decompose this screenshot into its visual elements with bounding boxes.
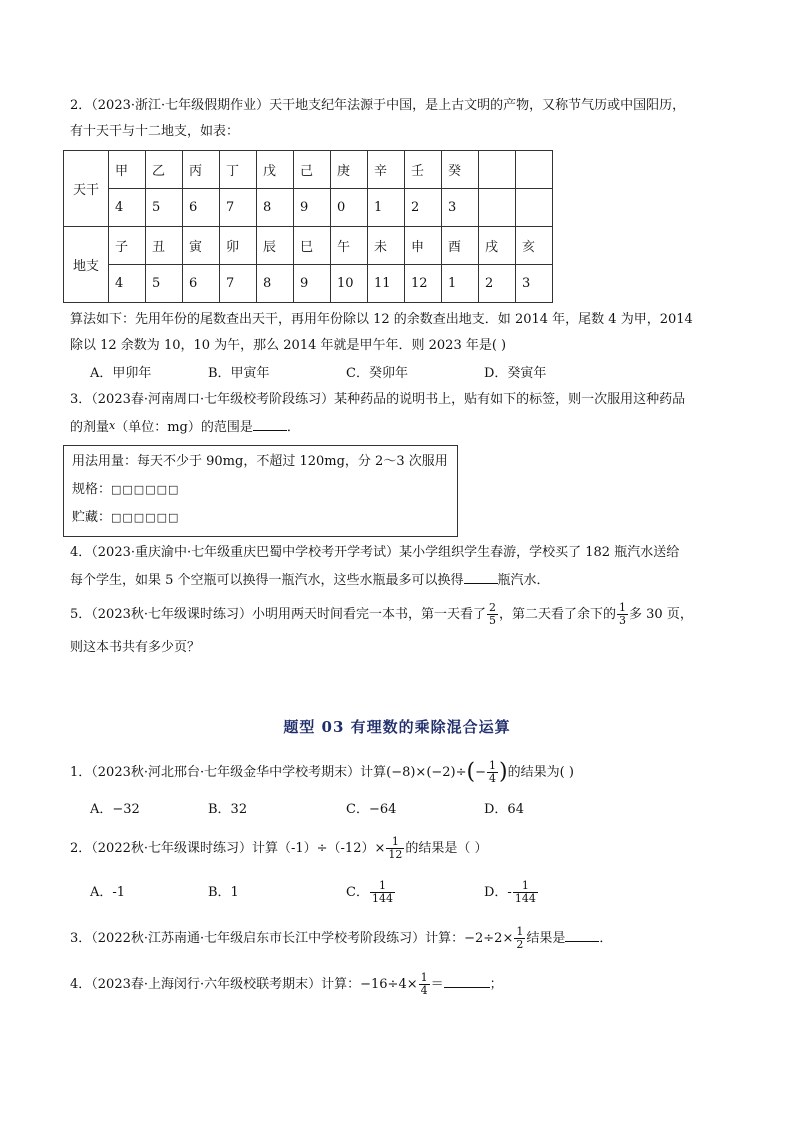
q2-line1: 2．（2023·浙江·七年级假期作业）天干地支纪年法源于中国，是上古文明的产物，又称节气历或中国阳历，: [70, 98, 686, 113]
s1-option-c[interactable]: C．−64: [346, 802, 397, 817]
s4-line: [70, 972, 503, 997]
s1-option-d[interactable]: D．64: [484, 802, 524, 817]
dizhi-num: 11: [368, 265, 405, 303]
s3-answer-blank[interactable]: [565, 927, 599, 942]
s2-option-c[interactable]: [346, 880, 484, 905]
dizhi-char: 午: [331, 227, 368, 265]
tiangan-num: 3: [442, 189, 479, 227]
s3-f-den: 2: [516, 938, 524, 951]
s3-text-pre: 3．（2022秋·江苏南通·七年级启东市长江中学校考阶段练习）计算：−2÷2×: [70, 931, 514, 946]
tiangan-char: 甲: [109, 151, 146, 189]
tiangan-num: 1: [368, 189, 405, 227]
tiangan-label: 天干: [64, 151, 109, 227]
q3-line1: 3．（2023春·河南周口·七年级校考阶段练习）某种药品的说明书上，贴有如下的标签，则一次服用这种药品: [70, 392, 686, 407]
medicine-label-box: [63, 445, 458, 537]
tiangan-num: 4: [109, 189, 146, 227]
tiangan-char: 丁: [220, 151, 257, 189]
q5-text-mid: ，第二天看了余下的: [499, 607, 617, 622]
s2-options: [90, 880, 539, 905]
dizhi-char: 丑: [146, 227, 183, 265]
tiangan-num: 7: [220, 189, 257, 227]
q2-option-c[interactable]: C．癸卯年: [346, 366, 408, 381]
s1-line: [70, 760, 574, 785]
s2-option-a[interactable]: A．-1: [90, 885, 126, 900]
s3-line: [70, 926, 612, 951]
s2-option-c-fraction: [370, 880, 395, 905]
s2-line: [70, 836, 488, 861]
q5-line2: 则这本书共有多少页？: [70, 640, 201, 655]
tiangan-char: 丙: [183, 151, 220, 189]
s3-text-post: 结果是: [526, 931, 566, 946]
s2-opt-d-num: 1: [513, 880, 538, 893]
q2-options: [90, 364, 546, 384]
s1-expression: (−8)×(−2)÷: [386, 765, 467, 780]
dizhi-num: 4: [109, 265, 146, 303]
label-spec-row: [72, 480, 179, 500]
ganzhi-table: [63, 150, 553, 303]
s4-f-den: 4: [420, 984, 428, 997]
q5-text-post: 多 30 页，: [629, 607, 693, 622]
q2-algo-line2: 除以 12 余数为 10，10 为午，那么 2014 年就是甲午年．则 2023 年是( ): [70, 338, 507, 353]
dizhi-num: 1: [442, 265, 479, 303]
tiangan-char: 乙: [146, 151, 183, 189]
q5-text-pre: 5．（2023秋·七年级课时练习）小明用两天时间看完一本书，第一天看了: [70, 607, 486, 622]
q3-text-pre: 的剂量: [70, 420, 110, 435]
label-store-row: [72, 508, 179, 528]
q2-option-d[interactable]: D．癸寅年: [484, 366, 547, 381]
s2-opt-d-den: 144: [514, 892, 536, 905]
tiangan-num: 8: [257, 189, 294, 227]
q5-fraction-1: [487, 602, 498, 627]
tiangan-char: 己: [294, 151, 331, 189]
s3-text-end: ．: [599, 931, 613, 946]
dizhi-char: 戌: [479, 227, 516, 265]
label-store: 贮藏：: [72, 510, 112, 525]
label-usage: 用法用量：每天不少于 90mg，不超过 120mg，分 2～3 次服用: [72, 454, 448, 469]
tiangan-char: 壬: [405, 151, 442, 189]
label-spec: 规格：: [72, 482, 112, 497]
s2-option-d-label: D．-: [484, 885, 512, 900]
q4-text-post: 瓶汽水．: [497, 573, 550, 588]
s4-answer-blank[interactable]: [444, 973, 490, 988]
q4-line2: [70, 569, 550, 591]
dizhi-num: 5: [146, 265, 183, 303]
s1-paren-open: (: [466, 759, 476, 785]
q5-f1-den: 5: [489, 614, 496, 627]
tiangan-char: 辛: [368, 151, 405, 189]
tiangan-char: [516, 151, 553, 189]
s2-f-num: 1: [386, 836, 404, 849]
s2-option-d[interactable]: [484, 880, 539, 905]
q5-fraction-2: [617, 602, 628, 627]
s1-f-num: 1: [489, 759, 497, 772]
s1-option-b[interactable]: B．32: [208, 802, 248, 817]
q5-f2-num: 1: [619, 601, 627, 614]
q2-option-a[interactable]: A．甲卯年: [90, 366, 152, 381]
s1-paren-close: ): [499, 759, 508, 785]
q4-answer-blank[interactable]: [464, 569, 498, 584]
s2-opt-c-num: 1: [370, 880, 395, 893]
q2-option-b[interactable]: B．甲寅年: [208, 366, 270, 381]
q5-line1: [70, 602, 693, 627]
tiangan-char: 戊: [257, 151, 294, 189]
q4-line1: 4．（2023·重庆渝中·七年级重庆巴蜀中学校考开学考试）某小学组织学生春游，学校买了 182 瓶汽水送给: [70, 545, 680, 560]
s1-f-den: 4: [489, 772, 497, 785]
dizhi-num: 8: [257, 265, 294, 303]
dizhi-num: 9: [294, 265, 331, 303]
s2-opt-c-den: 144: [371, 892, 393, 905]
s2-option-d-fraction: [513, 880, 538, 905]
s2-option-b[interactable]: B．1: [208, 885, 239, 900]
s1-options: [90, 800, 524, 820]
dizhi-num: 6: [183, 265, 220, 303]
q3-line2: [70, 416, 300, 438]
q2-algo-line1: 算法如下：先用年份的尾数查出天干，再用年份除以 12 的余数查出地支．如 2014 年，尾数 4 为甲，2014: [70, 312, 693, 327]
q2-line2: 有十天干与十二地支，如表：: [70, 124, 240, 139]
tiangan-char: 癸: [442, 151, 479, 189]
s1-fraction: [487, 760, 498, 785]
dizhi-char: 子: [109, 227, 146, 265]
q3-variable: x: [109, 419, 116, 432]
s2-fraction: [386, 836, 404, 861]
tiangan-num: 6: [183, 189, 220, 227]
q5-f2-den: 3: [619, 614, 627, 627]
s1-text-pre: 1．（2023秋·河北邢台·七年级金华中学校考期末）计算: [70, 765, 387, 780]
s2-f-den: 12: [388, 848, 403, 861]
tiangan-num: [516, 189, 553, 227]
dizhi-label: 地支: [64, 227, 109, 303]
q3-text-end: ．: [286, 420, 300, 435]
tiangan-char: 庚: [331, 151, 368, 189]
tiangan-num: 2: [405, 189, 442, 227]
dizhi-char: 巳: [294, 227, 331, 265]
s3-f-num: 1: [516, 925, 524, 938]
tiangan-num: 9: [294, 189, 331, 227]
s2-option-c-label: C．: [346, 885, 369, 900]
s1-neg-sign: −: [475, 765, 487, 780]
q5-f1-num: 2: [489, 601, 496, 614]
tiangan-char: [479, 151, 516, 189]
s1-text-post: 的结果为( ): [507, 765, 574, 780]
q3-answer-blank[interactable]: [253, 416, 287, 431]
dizhi-char: 酉: [442, 227, 479, 265]
label-store-squares: □□□□□□: [111, 511, 180, 524]
label-spec-squares: □□□□□□: [111, 483, 180, 496]
dizhi-num: 3: [516, 265, 553, 303]
s2-text-pre: 2．（2022秋·七年级课时练习）计算（-1）÷（-12）×: [70, 841, 386, 856]
dizhi-char: 卯: [220, 227, 257, 265]
dizhi-num: 7: [220, 265, 257, 303]
dizhi-num: 10: [331, 265, 368, 303]
tiangan-num: [479, 189, 516, 227]
s4-text-post: ＝: [430, 977, 444, 992]
s1-option-a[interactable]: A．−32: [90, 802, 140, 817]
s3-fraction: [514, 926, 525, 951]
dizhi-char: 寅: [183, 227, 220, 265]
tiangan-num: 0: [331, 189, 368, 227]
dizhi-num: 12: [405, 265, 442, 303]
dizhi-char: 申: [405, 227, 442, 265]
s2-text-post: 的结果是（ ）: [405, 841, 488, 856]
dizhi-num: 2: [479, 265, 516, 303]
dizhi-char: 未: [368, 227, 405, 265]
tiangan-num: 5: [146, 189, 183, 227]
q4-text-pre: 每个学生，如果 5 个空瓶可以换得一瓶汽水，这些水瓶最多可以换得: [70, 573, 464, 588]
dizhi-char: 亥: [516, 227, 553, 265]
s4-text-pre: 4．（2023春·上海闵行·六年级校联考期末）计算：−16÷4×: [70, 977, 418, 992]
dizhi-char: 辰: [257, 227, 294, 265]
section-title: 题型 03 有理数的乘除混合运算: [283, 718, 511, 736]
s4-text-end: ；: [489, 977, 503, 992]
s4-f-num: 1: [420, 971, 428, 984]
s4-fraction: [419, 972, 430, 997]
q3-text-post: （单位：mg）的范围是: [115, 420, 253, 435]
